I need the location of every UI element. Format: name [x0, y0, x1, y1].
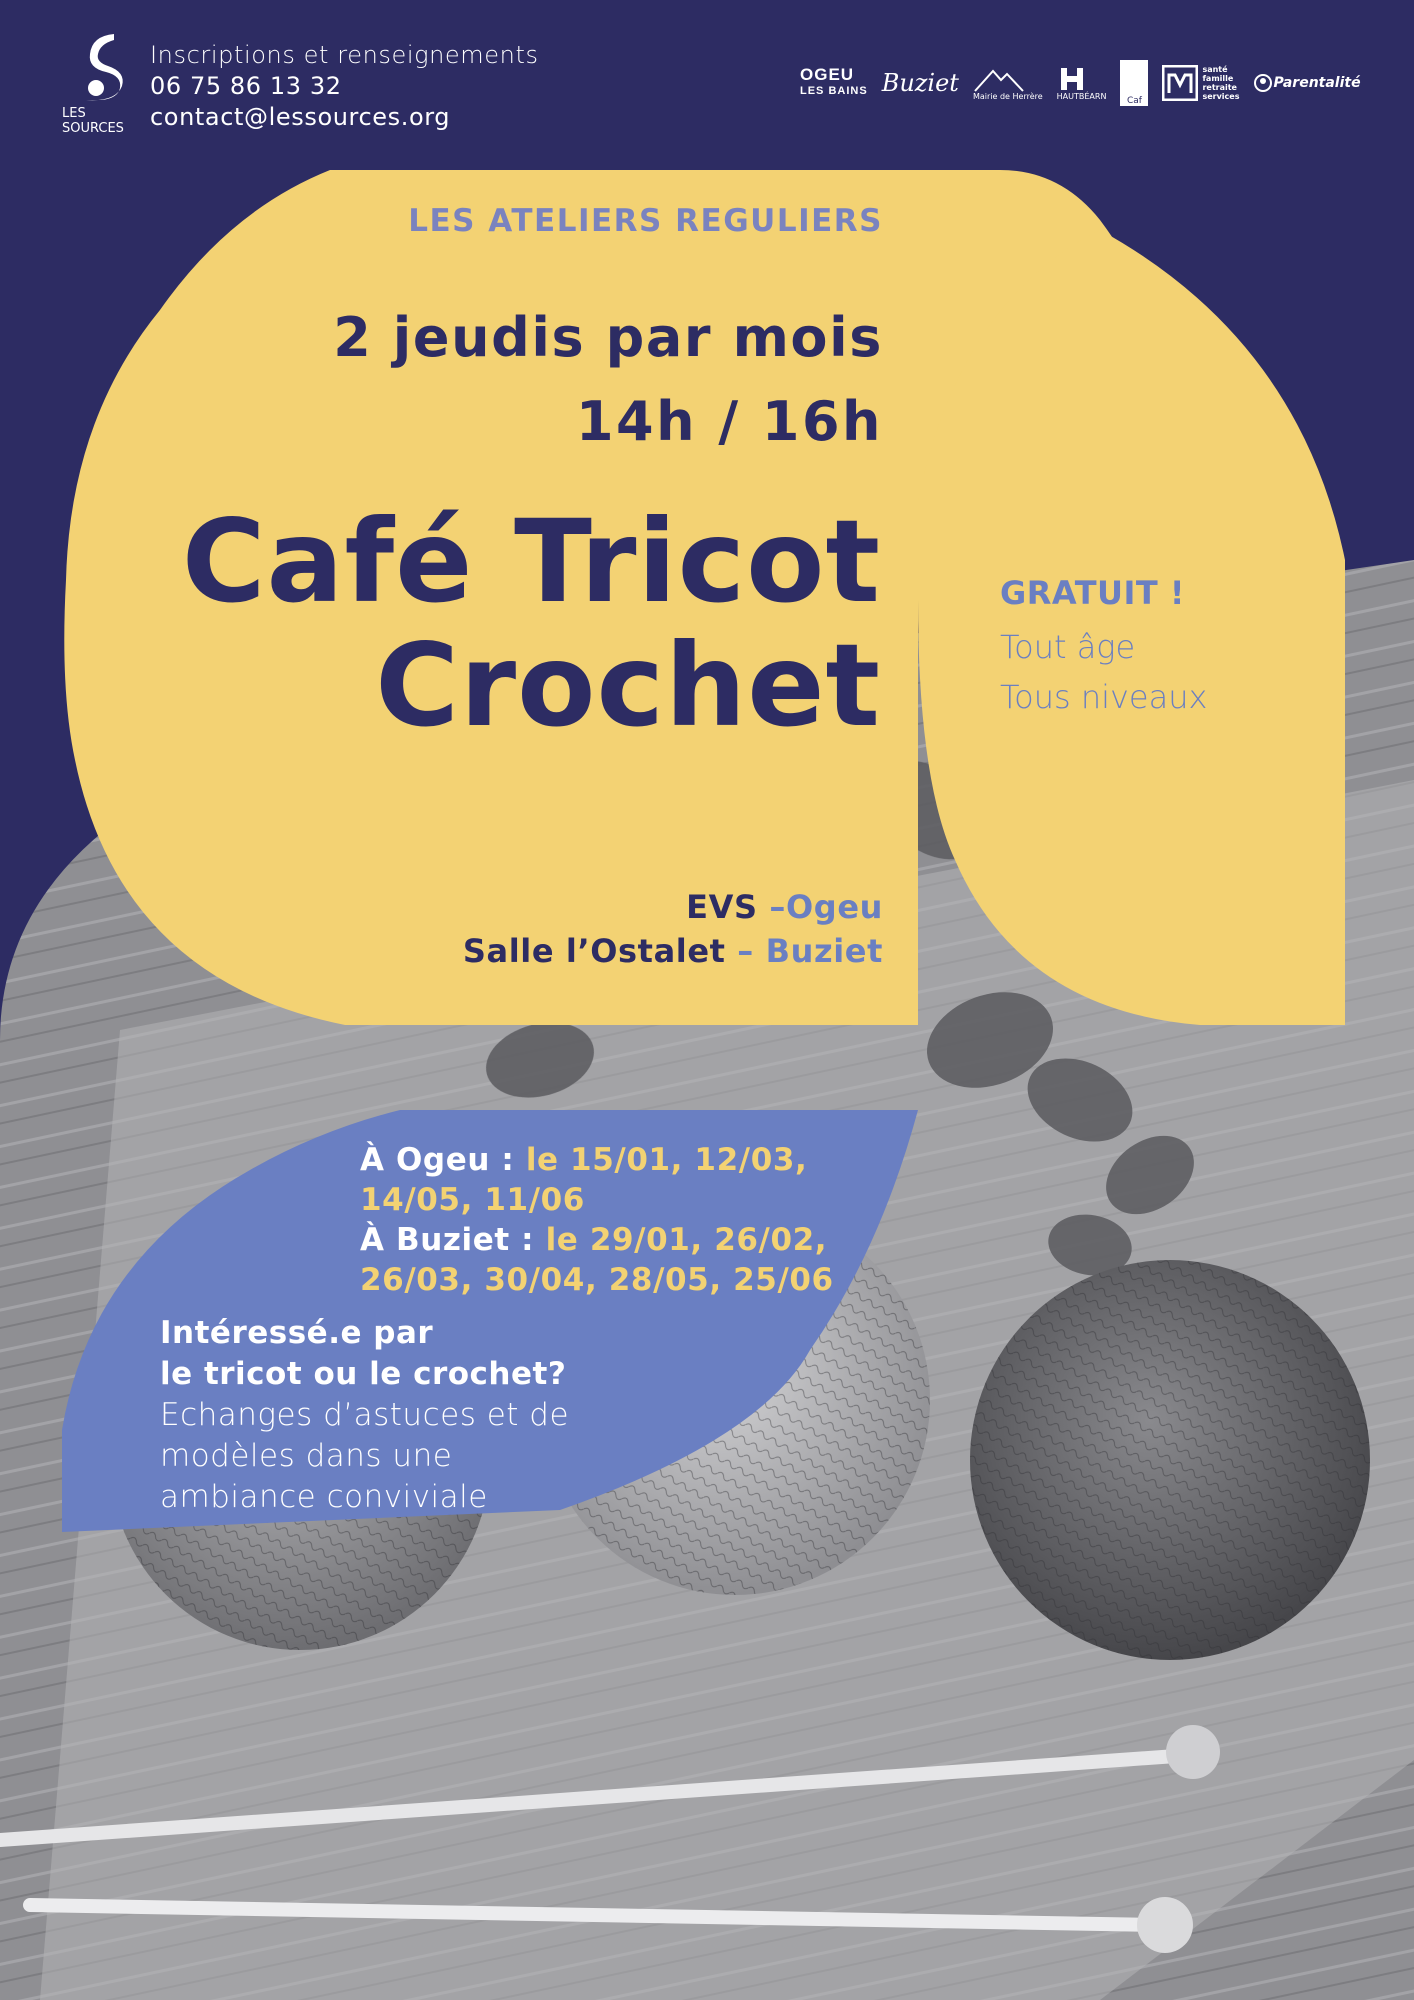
free-label: GRATUIT ! [1000, 574, 1185, 612]
contact-block [150, 40, 539, 133]
frequency: 2 jeudis par mois [333, 306, 883, 369]
contact-title: Inscriptions et renseignements [150, 41, 539, 69]
schedule-ogeu-dates-2: 14/05, 11/06 [360, 1182, 585, 1218]
kicker: LES ATELIERS REGULIERS [408, 203, 883, 239]
herrere-logo [973, 66, 1043, 101]
caf-logo [1120, 60, 1148, 106]
audience-age: Tout âge [1000, 628, 1136, 666]
audience-level: Tous niveaux [1000, 678, 1208, 716]
interest-block [160, 1313, 569, 1518]
event-title-line-1: Café Tricot [181, 495, 881, 628]
contact-email[interactable]: contact@lessources.org [150, 103, 451, 131]
interest-question-2: le tricot ou le crochet? [160, 1356, 567, 1392]
hautbearn-logo-label: HAUTBÉARN [1056, 91, 1107, 101]
msa-label-1: santé [1202, 65, 1228, 74]
venue-ogeu-town: –Ogeu [769, 888, 883, 926]
herrere-logo-label: Mairie de Herrère [972, 91, 1043, 101]
venue-ogeu-name: EVS [686, 888, 758, 926]
parentalite-icon [1253, 73, 1273, 93]
ogeu-logo-line2: LES BAINS [800, 85, 868, 97]
interest-desc-1: Echanges d’astuces et de [160, 1397, 570, 1433]
les-sources-s-icon [62, 32, 142, 102]
schedule-buziet-dates-1: le 29/01, 26/02, [534, 1222, 828, 1258]
partner-logos [800, 48, 1361, 118]
schedule-ogeu-label: À Ogeu : [360, 1142, 515, 1178]
event-title [181, 495, 881, 752]
interest-desc-3: ambiance conviviale [160, 1479, 488, 1515]
ogeu-logo [800, 67, 868, 99]
venue-buziet-town: – Buziet [737, 932, 883, 970]
hautbearn-logo [1057, 66, 1107, 101]
event-title-line-2: Crochet [375, 619, 881, 752]
msa-mark-icon [1162, 65, 1198, 101]
caf-logo-label: Caf [1120, 60, 1148, 106]
schedule [360, 1140, 834, 1300]
venues [463, 885, 883, 973]
msa-logo [1162, 65, 1239, 101]
interest-desc-2: modèles dans une [160, 1438, 453, 1474]
contact-phone[interactable]: 06 75 86 13 32 [150, 72, 342, 100]
schedule-ogeu-line-1 [360, 1140, 834, 1180]
schedule-buziet-label: À Buziet : [360, 1222, 535, 1258]
parentalite-logo-label: Parentalité [1273, 75, 1361, 91]
msa-label-2: famille [1202, 74, 1234, 83]
les-sources-logo-label: LES SOURCES [62, 106, 124, 136]
ogeu-logo-line1: OGEU [800, 65, 855, 84]
hours: 14h / 16h [575, 390, 883, 453]
venue-ogeu [463, 885, 883, 929]
venue-buziet [463, 929, 883, 973]
msa-label-3: retraite [1202, 83, 1237, 92]
mountain-icon [973, 66, 1025, 92]
schedule-buziet-line-1 [360, 1220, 834, 1260]
parentalite-logo [1253, 73, 1360, 93]
schedule-buziet-dates-2: 26/03, 30/04, 28/05, 25/06 [360, 1262, 834, 1298]
les-sources-logo [62, 32, 142, 136]
venue-buziet-name: Salle l’Ostalet [462, 932, 726, 970]
interest-question-1: Intéressé.e par [160, 1315, 434, 1351]
hautbearn-mark-icon [1057, 66, 1087, 92]
audience-info [1000, 622, 1207, 722]
msa-label-4: services [1202, 92, 1240, 101]
schedule-ogeu-dates-1: le 15/01, 12/03, [514, 1142, 808, 1178]
buziet-logo: Buziet [881, 69, 959, 97]
